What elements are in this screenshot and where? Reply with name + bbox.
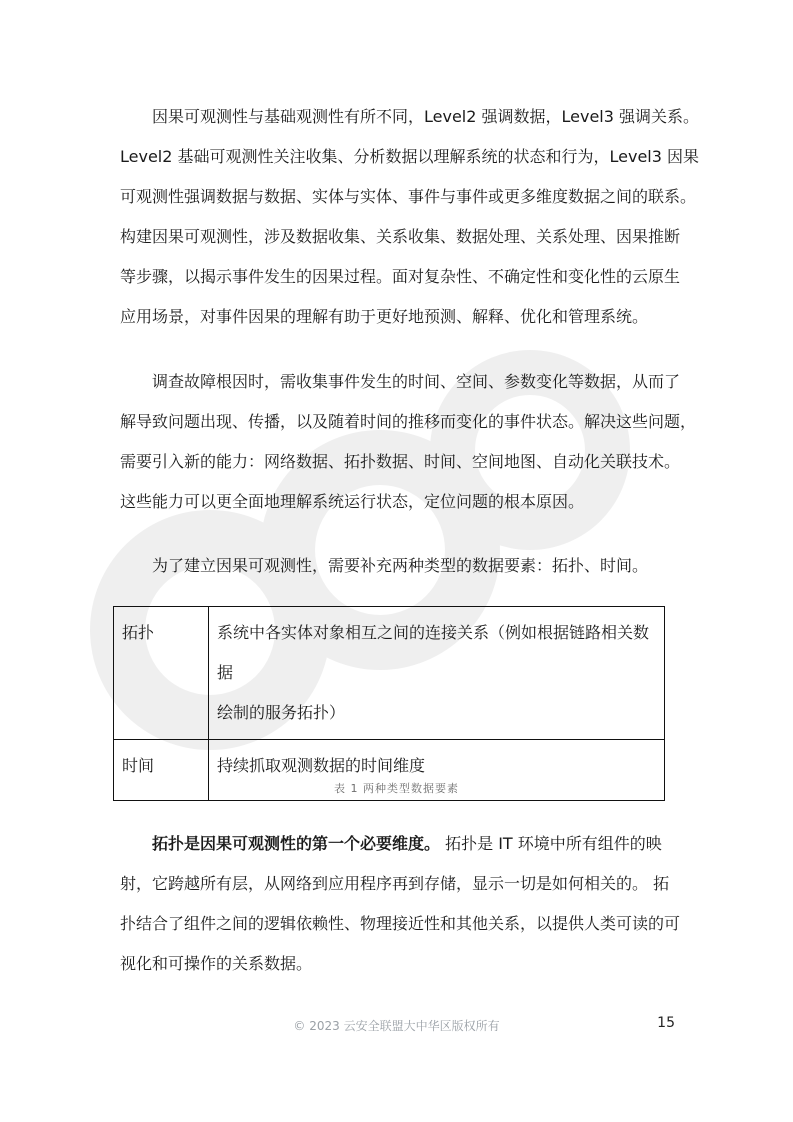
text-line: 调查故障根因时，需收集事件发生的时间、空间、参数变化等数据，从而了	[152, 372, 681, 391]
cell-line: 系统中各实体对象相互之间的连接关系（例如根据链路相关数据	[217, 623, 650, 682]
data-elements-table	[113, 606, 665, 801]
footer-copyright: © 2023 云安全联盟大中华区版权所有	[293, 1019, 500, 1033]
table-row	[114, 607, 665, 740]
table-value-cell	[209, 607, 665, 740]
table-caption: 表 1 两种类型数据要素	[334, 782, 459, 795]
text-line: 扑结合了组件之间的逻辑依赖性、物理接近性和其他关系，以提供人类可读的可	[120, 914, 681, 933]
page-number: 15	[657, 1015, 675, 1031]
paragraph-topology	[120, 824, 681, 984]
text-line: 因果可观测性与基础观测性有所不同，Level2 强调数据，Level3 强调关系。	[152, 107, 700, 126]
table-key-cell: 时间	[114, 740, 209, 801]
text-line: 视化和可操作的关系数据。	[120, 954, 313, 973]
text-line: 解导致问题出现、传播，以及随着时间的推移而变化的事件状态。解决这些问题，	[120, 412, 697, 431]
text-line: 等步骤，以揭示事件发生的因果过程。面对复杂性、不确定性和变化性的云原生	[120, 267, 681, 286]
paragraph-data-elements	[120, 546, 673, 586]
text-line: 构建因果可观测性，涉及数据收集、关系收集、数据处理、关系处理、因果推断	[120, 227, 681, 246]
text-line: 应用场景，对事件因果的理解有助于更好地预测、解释、优化和管理系统。	[120, 307, 649, 326]
paragraph-causal-vs-basic	[120, 97, 700, 337]
text-line: 可观测性强调数据与数据、实体与实体、事件与事件或更多维度数据之间的联系。	[120, 187, 697, 206]
cell-line: 绘制的服务拓扑）	[217, 703, 346, 722]
paragraph-root-cause	[120, 362, 697, 522]
text-line: 这些能力可以更全面地理解系统运行状态，定位问题的根本原因。	[120, 492, 585, 511]
text-line: Level2 基础可观测性关注收集、分析数据以理解系统的状态和行为，Level3 因果	[120, 147, 700, 166]
text-line: 射，它跨越所有层，从网络到应用程序再到存储，显示一切是如何相关的。 拓	[120, 874, 670, 893]
cell-line: 持续抓取观测数据的时间维度	[217, 756, 426, 775]
text-line: 需要引入新的能力：网络数据、拓扑数据、时间、空间地图、自动化关联技术。	[120, 452, 681, 471]
table-key-cell: 拓扑	[114, 607, 209, 740]
lead-rest: 拓扑是 IT 环境中所有组件的映	[440, 834, 662, 853]
bold-lead: 拓扑是因果可观测性的第一个必要维度。	[152, 834, 441, 853]
text-line: 为了建立因果可观测性，需要补充两种类型的数据要素：拓扑、时间。	[152, 556, 649, 575]
text-line	[120, 824, 673, 864]
